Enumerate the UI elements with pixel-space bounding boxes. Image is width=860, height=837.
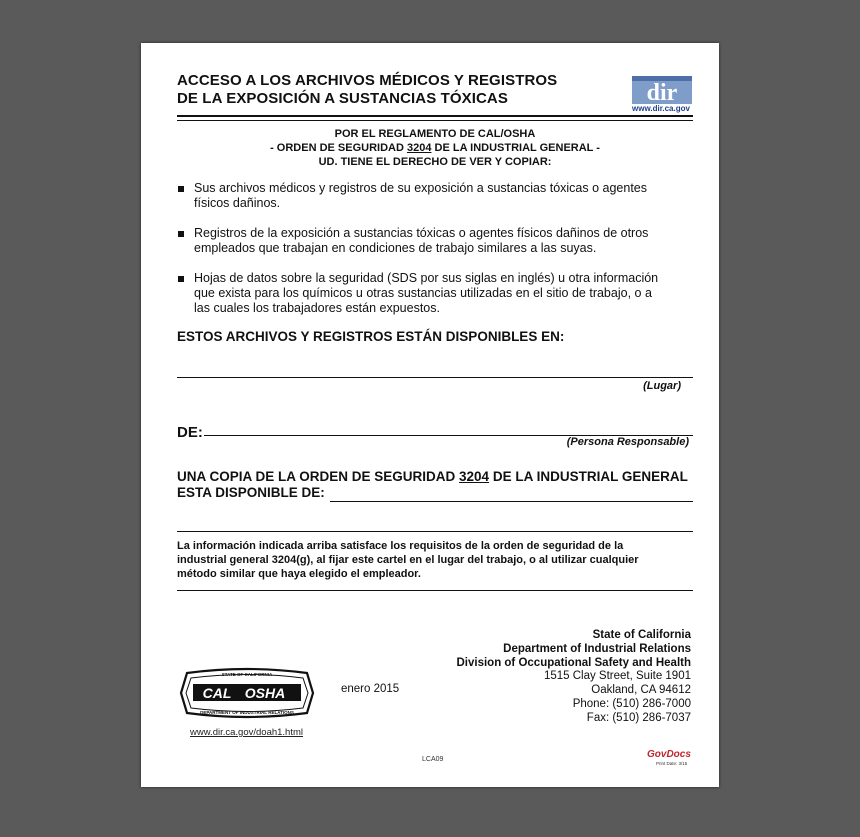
dir-logo-text: dir <box>646 80 678 104</box>
bullet-square-icon <box>178 276 184 282</box>
rights-list <box>177 181 693 331</box>
copy-location-field-2[interactable] <box>177 531 693 532</box>
info-divider <box>177 590 693 591</box>
dir-logo <box>632 76 692 104</box>
document-title <box>177 72 557 108</box>
subheading-line-1: POR EL REGLAMENTO DE CAL/OSHA <box>334 128 536 140</box>
copy-location-field[interactable] <box>330 501 693 502</box>
title-line-2: DE LA EXPOSICIÓN A SUSTANCIAS TÓXICAS <box>177 90 508 107</box>
svg-text:OSHA: OSHA <box>244 685 286 701</box>
list-item: Hojas de datos sobre la seguridad (SDS por sus siglas en inglés) u otra información que exista para los químicos u otras sustancias utilizadas en el sitio de trabajo, o a las cuales los trabajadores están expuestos. <box>177 271 693 316</box>
svg-text:DEPARTMENT OF INDUSTRIAL RELAT: DEPARTMENT OF INDUSTRIAL RELATIONS <box>200 710 294 715</box>
header-rule-thin <box>177 120 693 121</box>
location-caption: (Lugar) <box>643 380 681 392</box>
agency-address: State of California Department of Industrial Relations Division of Occupational Safety and Health 1515 Clay Street, Suite 1901 Oakland, CA 94612 Phone: (510) 286-7000 Fax: (510) 286-7037 <box>456 629 691 724</box>
list-item: Sus archivos médicos y registros de su exposición a sustancias tóxicas o agentes físicos dañinos. <box>177 181 693 211</box>
svg-text:STATE OF CALIFORNIA: STATE OF CALIFORNIA <box>221 672 273 677</box>
bullet-square-icon <box>178 186 184 192</box>
dir-url[interactable]: www.dir.ca.gov <box>632 104 690 113</box>
list-item: Registros de la exposición a sustancias tóxicas o agentes físicos dañinos de otros empleados que trabajan en condiciones de trabajo similares a las suyas. <box>177 226 693 256</box>
order-number: 3204 <box>406 142 432 154</box>
copy-order-number: 3204 <box>459 469 490 484</box>
print-date: Print Date: 3/15 <box>656 761 688 766</box>
copy-statement: UNA COPIA DE LA ORDEN DE SEGURIDAD 3204 DE LA INDUSTRIAL GENERAL ESTA DISPONIBLE DE: <box>177 469 688 500</box>
calosha-url-link[interactable]: www.dir.ca.gov/doah1.html <box>190 727 304 738</box>
from-label: DE: <box>177 424 203 441</box>
title-line-1: ACCESO A LOS ARCHIVOS MÉDICOS Y REGISTROS <box>177 72 558 89</box>
svg-text:CAL: CAL <box>202 685 232 701</box>
bullet-square-icon <box>178 231 184 237</box>
header-rule-thick <box>177 115 693 117</box>
info-note: La información indicada arriba satisface los requisitos de la orden de seguridad de la industrial general 3204(g), al fijar este cartel en el lugar del trabajo, o al utilizar cualquier método similar que haya elegido el empleador. <box>177 540 639 580</box>
subheading <box>177 127 693 169</box>
responsible-person-caption: (Persona Responsable) <box>566 436 689 448</box>
subheading-line-2: - ORDEN DE SEGURIDAD 3204 DE LA INDUSTRIAL GENERAL - <box>270 142 600 154</box>
calosha-logo <box>179 667 315 719</box>
available-label: ESTOS ARCHIVOS Y REGISTROS ESTÁN DISPONIBLES EN: <box>177 329 565 344</box>
form-code: LCA09 <box>422 756 444 763</box>
location-field[interactable] <box>177 377 693 378</box>
poster-sheet <box>141 43 719 787</box>
subheading-line-3: UD. TIENE EL DERECHO DE VER Y COPIAR: <box>318 156 552 168</box>
issue-date: enero 2015 <box>341 683 400 695</box>
govdocs-logo: GovDocs <box>647 749 691 760</box>
